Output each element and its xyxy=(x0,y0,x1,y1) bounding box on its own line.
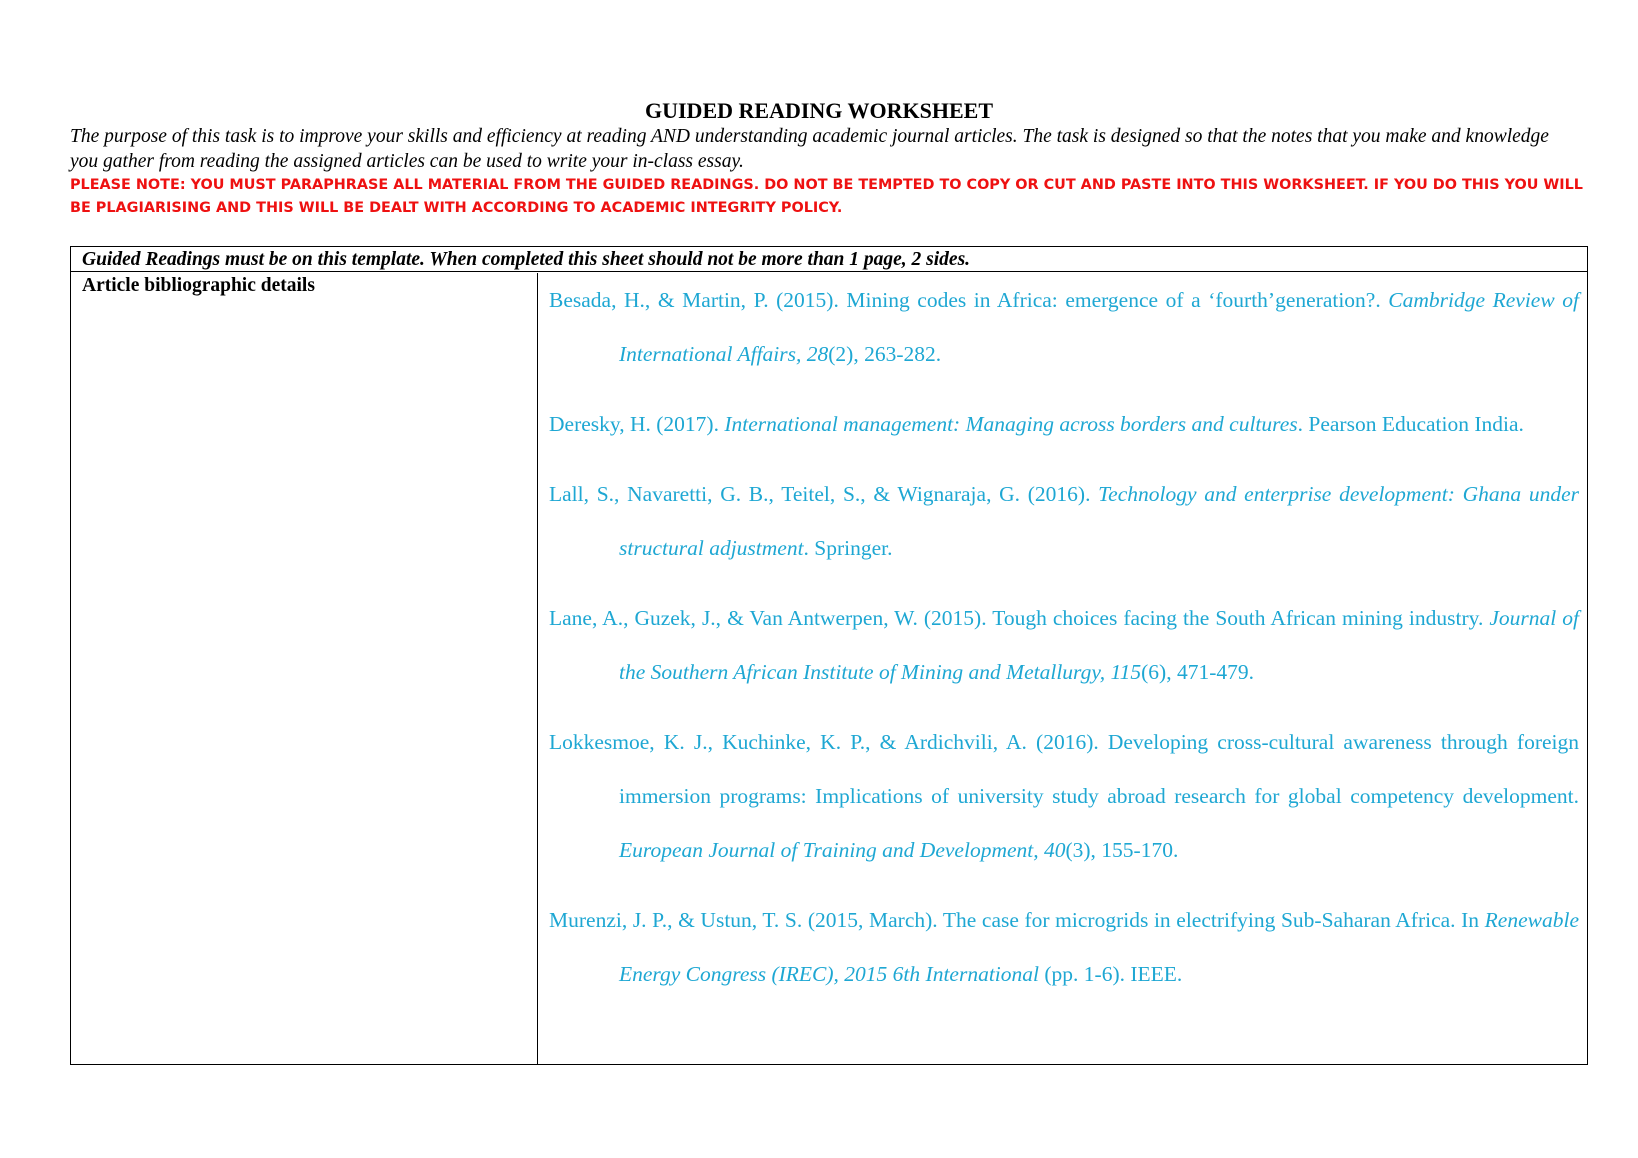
reference-item: Lall, S., Navaretti, G. B., Teitel, S., & Wignaraja, G. (2016). Technology and enterprise development: Ghana under structural adjustment. Springer. xyxy=(549,482,1579,560)
plagiarism-notice: PLEASE NOTE: YOU MUST PARAPHRASE ALL MATERIAL FROM THE GUIDED READINGS. DO NOT BE TEMPTED TO COPY OR CUT AND PASTE INTO THIS WORKSHEET. IF YOU DO THIS YOU WILL BE PLAGIARISING AND THIS WILL BE DEALT WITH ACCORDING TO ACADEMIC INTEGRITY POLICY. xyxy=(70,177,1583,216)
reference-item: Deresky, H. (2017). International management: Managing across borders and cultures. Pearson Education India. xyxy=(549,412,1524,436)
reference-item: Murenzi, J. P., & Ustun, T. S. (2015, March). The case for microgrids in electrifying Sub-Saharan Africa. In Renewable Energy Congress (IREC), 2015 6th International (pp. 1-6). IEEE. xyxy=(549,908,1579,986)
guided-reading-table xyxy=(70,246,1588,1065)
page-title: GUIDED READING WORKSHEET xyxy=(645,98,993,123)
reference-item: Lokkesmoe, K. J., Kuchinke, K. P., & Ardichvili, A. (2016). Developing cross-cultural awareness through foreign immersion programs: Implications of university study abroad research for global competency development. European Journal of Training and Development, 40(3), 155-170. xyxy=(549,730,1579,862)
reference-item: Lane, A., Guzek, J., & Van Antwerpen, W. (2015). Tough choices facing the South African mining industry. Journal of the Southern African Institute of Mining and Metallurgy, 115(6), 471-479. xyxy=(549,606,1579,684)
reference-list[interactable] xyxy=(549,273,1579,1064)
purpose-paragraph: The purpose of this task is to improve your skills and efficiency at reading AND understanding academic journal articles. The task is designed so that the notes that you make and knowledge you gather from reading the assigned articles can be used to write your in-class essay. xyxy=(70,126,1549,172)
reference-item: Besada, H., & Martin, P. (2015). Mining codes in Africa: emergence of a ‘fourth’generation?. Cambridge Review of International Affairs, 28(2), 263-282. xyxy=(549,288,1579,366)
table-header: Guided Readings must be on this template. When completed this sheet should not be more than 1 page, 2 sides. xyxy=(71,247,1587,272)
bibliographic-details-label: Article bibliographic details xyxy=(71,273,538,1064)
